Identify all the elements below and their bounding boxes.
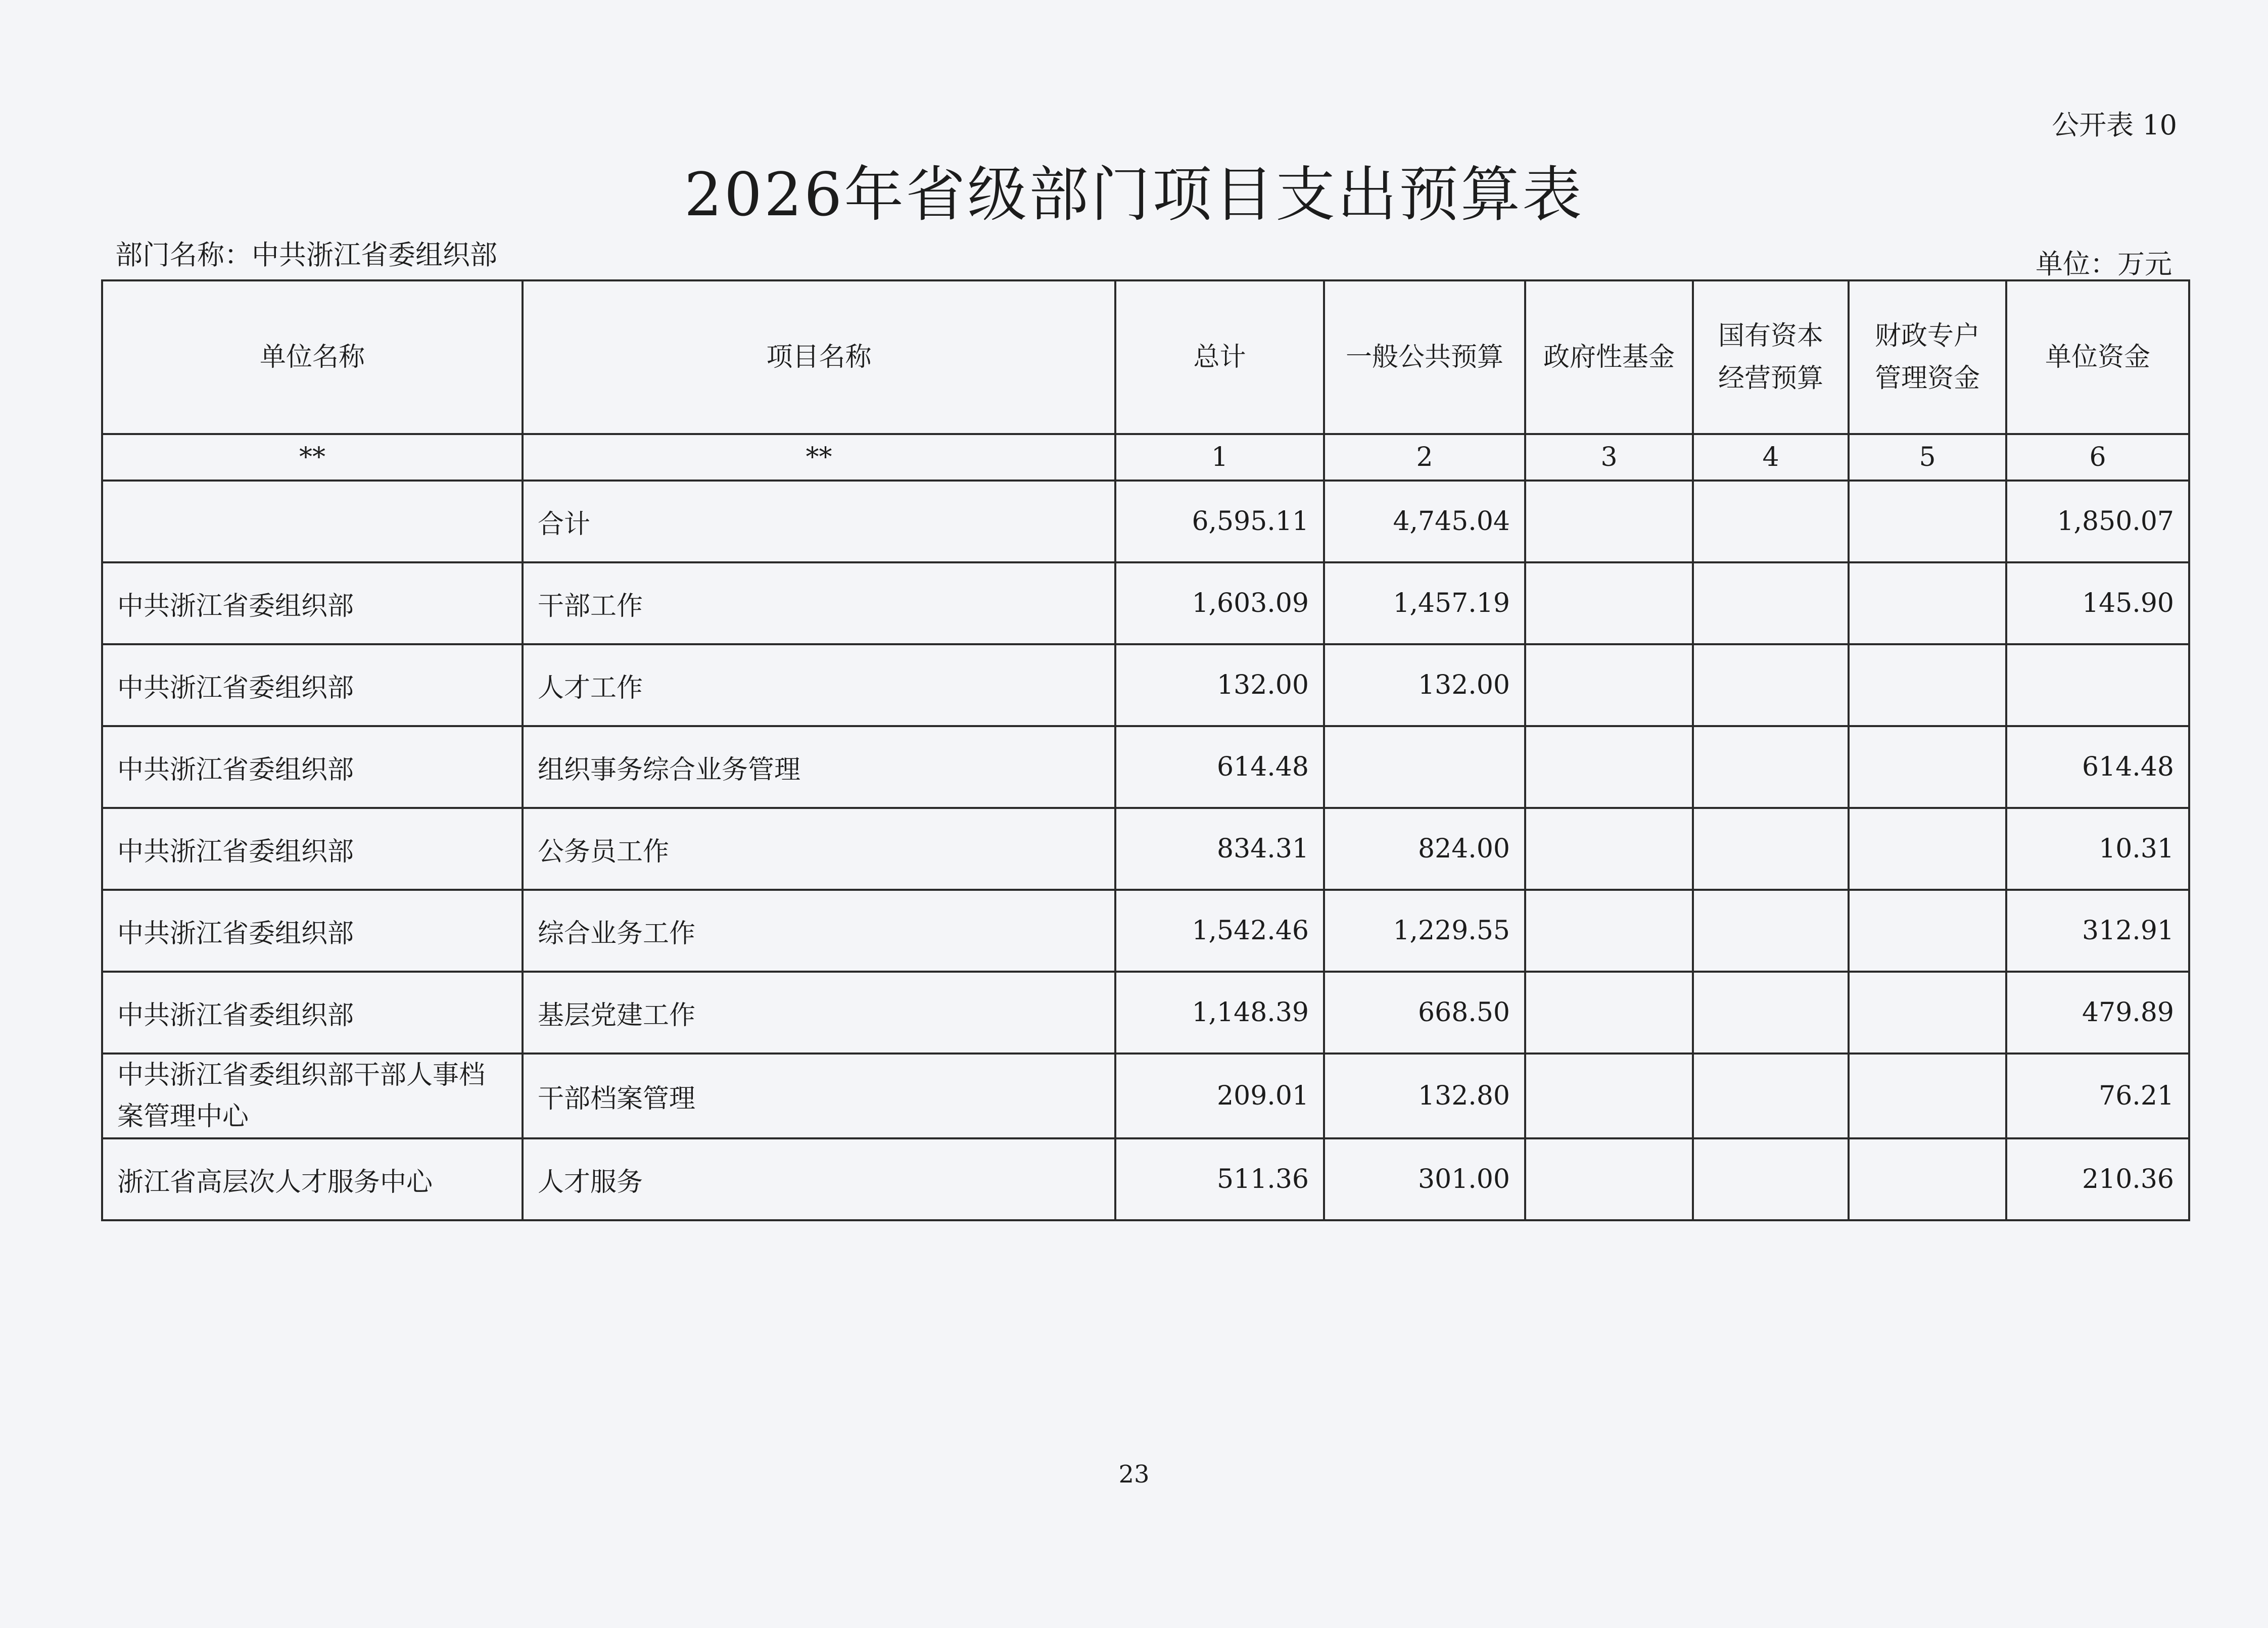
index-cell: 4 <box>1693 434 1849 481</box>
cell-general: 132.00 <box>1324 644 1525 726</box>
cell-project: 人才服务 <box>523 1138 1115 1220</box>
cell-project: 干部档案管理 <box>523 1054 1115 1138</box>
cell-project: 组织事务综合业务管理 <box>523 726 1115 808</box>
cell-gov-fund <box>1525 1138 1693 1220</box>
cell-gov-fund <box>1525 562 1693 644</box>
cell-total: 1,542.46 <box>1115 890 1324 972</box>
cell-total: 1,603.09 <box>1115 562 1324 644</box>
cell-gov-fund <box>1525 808 1693 890</box>
index-cell: ** <box>523 434 1115 481</box>
cell-unit <box>102 481 523 562</box>
col-header-state-capital-line2: 经营预算 <box>1718 363 1823 394</box>
col-header-unit-name: 单位名称 <box>102 280 523 434</box>
cell-unit: 中共浙江省委组织部 <box>102 890 523 972</box>
col-header-fiscal-special <box>1849 280 2006 434</box>
cell-general: 668.50 <box>1324 972 1525 1054</box>
cell-total: 834.31 <box>1115 808 1324 890</box>
cell-unit: 中共浙江省委组织部 <box>102 562 523 644</box>
cell-unit-funds: 10.31 <box>2006 808 2189 890</box>
cell-unit: 中共浙江省委组织部 <box>102 726 523 808</box>
page-title: 2026年省级部门项目支出预算表 <box>684 160 1584 229</box>
col-header-general-budget: 一般公共预算 <box>1324 280 1525 434</box>
col-header-state-capital-line1: 国有资本 <box>1718 321 1823 351</box>
col-header-fiscal-special-line1: 财政专户 <box>1874 321 1980 351</box>
cell-general: 824.00 <box>1324 808 1525 890</box>
cell-project: 干部工作 <box>523 562 1115 644</box>
cell-general: 1,457.19 <box>1324 562 1525 644</box>
cell-unit: 中共浙江省委组织部 <box>102 808 523 890</box>
cell-gov-fund <box>1525 890 1693 972</box>
table-row <box>102 1054 2189 1138</box>
budget-table <box>101 279 2190 1221</box>
cell-fiscal-special <box>1849 481 2006 562</box>
index-cell: 1 <box>1115 434 1324 481</box>
cell-gov-fund <box>1525 644 1693 726</box>
cell-gov-fund <box>1525 481 1693 562</box>
table-row <box>102 562 2189 644</box>
cell-unit-funds: 145.90 <box>2006 562 2189 644</box>
cell-project: 基层党建工作 <box>523 972 1115 1054</box>
table-row <box>102 972 2189 1054</box>
cell-fiscal-special <box>1849 1054 2006 1138</box>
cell-total: 6,595.11 <box>1115 481 1324 562</box>
cell-fiscal-special <box>1849 644 2006 726</box>
col-header-state-capital <box>1693 280 1849 434</box>
cell-state-capital <box>1693 481 1849 562</box>
cell-general: 301.00 <box>1324 1138 1525 1220</box>
cell-project: 人才工作 <box>523 644 1115 726</box>
index-cell: ** <box>102 434 523 481</box>
cell-general <box>1324 726 1525 808</box>
cell-project: 合计 <box>523 481 1115 562</box>
col-header-project-name: 项目名称 <box>523 280 1115 434</box>
cell-fiscal-special <box>1849 808 2006 890</box>
cell-state-capital <box>1693 890 1849 972</box>
cell-fiscal-special <box>1849 726 2006 808</box>
cell-state-capital <box>1693 726 1849 808</box>
cell-unit-funds: 312.91 <box>2006 890 2189 972</box>
cell-general: 132.80 <box>1324 1054 1525 1138</box>
cell-project: 公务员工作 <box>523 808 1115 890</box>
cell-total: 511.36 <box>1115 1138 1324 1220</box>
cell-unit: 浙江省高层次人才服务中心 <box>102 1138 523 1220</box>
cell-unit: 中共浙江省委组织部 <box>102 972 523 1054</box>
cell-general: 1,229.55 <box>1324 890 1525 972</box>
cell-unit: 中共浙江省委组织部 <box>102 644 523 726</box>
table-row <box>102 1138 2189 1220</box>
page-number: 23 <box>1118 1460 1150 1489</box>
cell-general: 4,745.04 <box>1324 481 1525 562</box>
table-row <box>102 808 2189 890</box>
cell-gov-fund <box>1525 726 1693 808</box>
table-row <box>102 726 2189 808</box>
department-name: 部门名称：中共浙江省委组织部 <box>115 239 497 271</box>
index-cell: 2 <box>1324 434 1525 481</box>
col-header-unit-funds: 单位资金 <box>2006 280 2189 434</box>
col-header-gov-fund: 政府性基金 <box>1525 280 1693 434</box>
cell-total: 1,148.39 <box>1115 972 1324 1054</box>
cell-state-capital <box>1693 1138 1849 1220</box>
cell-total: 209.01 <box>1115 1054 1324 1138</box>
cell-unit: 中共浙江省委组织部干部人事档案管理中心 <box>102 1054 523 1138</box>
cell-unit-funds: 1,850.07 <box>2006 481 2189 562</box>
unit-label: 单位：万元 <box>2036 248 2172 280</box>
cell-gov-fund <box>1525 1054 1693 1138</box>
table-row-total <box>102 481 2189 562</box>
cell-fiscal-special <box>1849 890 2006 972</box>
cell-unit-funds: 76.21 <box>2006 1054 2189 1138</box>
index-cell: 5 <box>1849 434 2006 481</box>
cell-state-capital <box>1693 644 1849 726</box>
cell-unit-funds <box>2006 644 2189 726</box>
cell-unit-funds: 614.48 <box>2006 726 2189 808</box>
cell-gov-fund <box>1525 972 1693 1054</box>
cell-state-capital <box>1693 808 1849 890</box>
index-cell: 6 <box>2006 434 2189 481</box>
cell-fiscal-special <box>1849 562 2006 644</box>
index-cell: 3 <box>1525 434 1693 481</box>
table-row <box>102 890 2189 972</box>
cell-fiscal-special <box>1849 1138 2006 1220</box>
header-row <box>102 280 2189 434</box>
cell-project: 综合业务工作 <box>523 890 1115 972</box>
cell-state-capital <box>1693 562 1849 644</box>
cell-state-capital <box>1693 972 1849 1054</box>
cell-unit-funds: 479.89 <box>2006 972 2189 1054</box>
cell-fiscal-special <box>1849 972 2006 1054</box>
index-row <box>102 434 2189 481</box>
col-header-total: 总计 <box>1115 280 1324 434</box>
cell-total: 132.00 <box>1115 644 1324 726</box>
page-label: 公开表 10 <box>2052 109 2177 141</box>
table-row <box>102 644 2189 726</box>
col-header-fiscal-special-line2: 管理资金 <box>1874 363 1980 394</box>
cell-total: 614.48 <box>1115 726 1324 808</box>
cell-state-capital <box>1693 1054 1849 1138</box>
cell-unit-funds: 210.36 <box>2006 1138 2189 1220</box>
